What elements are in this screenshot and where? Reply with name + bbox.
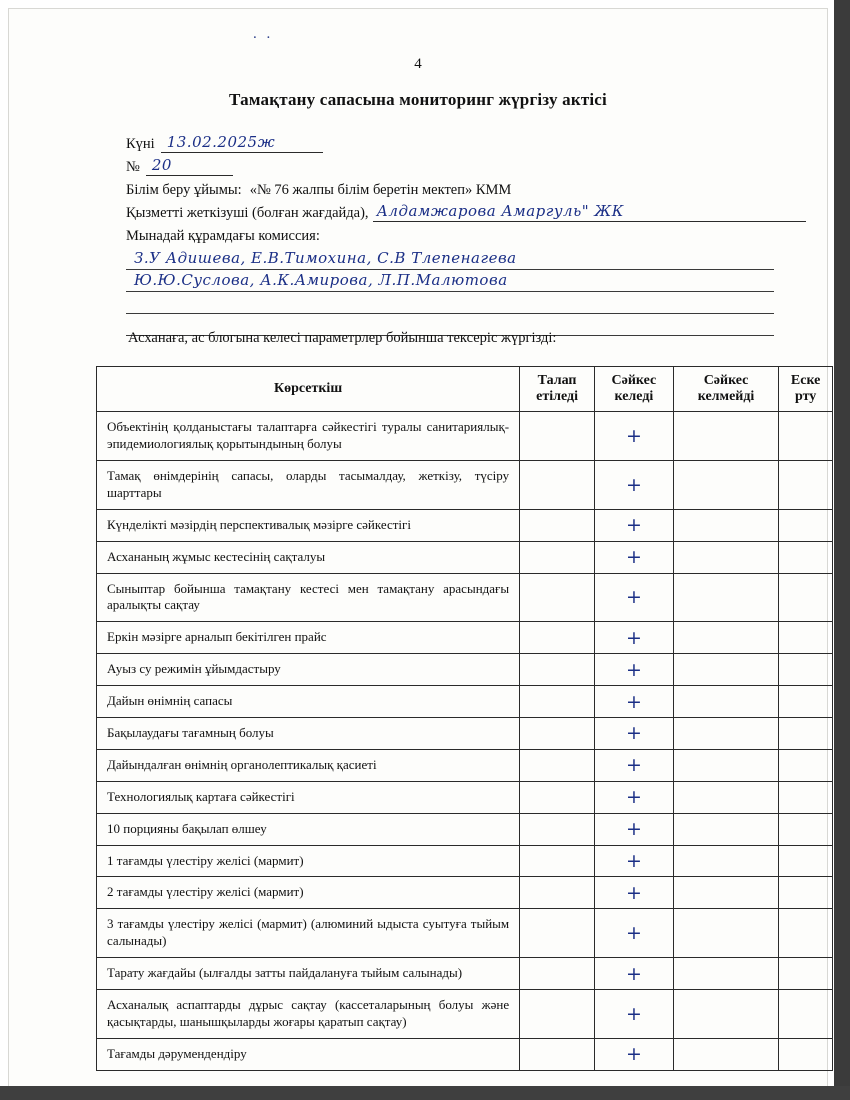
row-conforms: +: [595, 749, 674, 781]
row-indicator: Объектінің қолданыстағы талаптарға сәйкестігі туралы санитариялық-эпидемиологиялық қорытындының болуы: [97, 412, 520, 461]
row-indicator: Ауыз су режимін ұйымдастыру: [97, 654, 520, 686]
table-row: [97, 909, 833, 958]
document-metadata: [126, 133, 806, 336]
table-row: [97, 749, 833, 781]
commission-member-lines: [126, 248, 806, 336]
row-conforms: +: [595, 717, 674, 749]
row-required: [520, 412, 595, 461]
row-indicator: Тағамды дәрумендендіру: [97, 1038, 520, 1070]
row-note: [779, 622, 833, 654]
row-note: [779, 541, 833, 573]
header-indicator: Көрсеткіш: [97, 367, 520, 412]
row-required: [520, 460, 595, 509]
table-row: [97, 509, 833, 541]
row-note: [779, 717, 833, 749]
row-not-conforms: [673, 781, 779, 813]
row-conforms: +: [595, 412, 674, 461]
table-row: [97, 654, 833, 686]
row-conforms: +: [595, 686, 674, 718]
row-conforms: +: [595, 460, 674, 509]
organization-label: Білім беру ұйымы:: [126, 182, 242, 198]
date-label: Күні: [126, 136, 155, 152]
date-value: 13.02.2025ж: [161, 133, 323, 153]
table-row: [97, 460, 833, 509]
table-row: [97, 990, 833, 1039]
row-not-conforms: [673, 654, 779, 686]
header-not-conforms: Сәйкес келмейді: [673, 367, 779, 412]
row-not-conforms: [673, 573, 779, 622]
row-note: [779, 654, 833, 686]
row-indicator: Асханалық аспаптарды дұрыс сақтау (кассеталарының болуы және қасықтарды, шанышқыларды жоғары қаратып сақтау): [97, 990, 520, 1039]
row-required: [520, 541, 595, 573]
row-indicator: Технологиялық картаға сәйкестігі: [97, 781, 520, 813]
paper-sheet: [8, 8, 828, 1088]
inspection-intro-text: Асханаға, ас блогына келесі параметрлер бойынша тексеріс жүргізді:: [128, 330, 557, 346]
table-header-row: [97, 367, 833, 412]
row-not-conforms: [673, 877, 779, 909]
row-required: [520, 813, 595, 845]
meta-row-organization: [126, 179, 806, 199]
table-row: [97, 1038, 833, 1070]
row-required: [520, 509, 595, 541]
table-row: [97, 622, 833, 654]
row-conforms: +: [595, 813, 674, 845]
row-indicator: Бақылаудағы тағамның болуы: [97, 717, 520, 749]
row-required: [520, 686, 595, 718]
row-not-conforms: [673, 990, 779, 1039]
row-indicator: Тарату жағдайы (ылғалды затты пайдалануға тыйым салынады): [97, 958, 520, 990]
row-not-conforms: [673, 717, 779, 749]
row-not-conforms: [673, 412, 779, 461]
row-note: [779, 845, 833, 877]
row-required: [520, 909, 595, 958]
meta-row-number: [126, 156, 806, 176]
table-row: [97, 573, 833, 622]
scan-edge-bottom: [0, 1086, 850, 1100]
commission-line-1: З.У Адишева, Е.В.Тимохина, С.В Тлепенагева: [126, 248, 774, 270]
supplier-value: Алдамжарова Амаргуль" ЖК: [373, 202, 806, 222]
row-required: [520, 622, 595, 654]
number-label: №: [126, 159, 140, 175]
row-required: [520, 781, 595, 813]
row-not-conforms: [673, 749, 779, 781]
table-row: [97, 958, 833, 990]
row-conforms: +: [595, 541, 674, 573]
row-not-conforms: [673, 909, 779, 958]
row-required: [520, 573, 595, 622]
table-row: [97, 412, 833, 461]
row-not-conforms: [673, 958, 779, 990]
row-required: [520, 845, 595, 877]
meta-row-date: [126, 133, 806, 153]
row-not-conforms: [673, 622, 779, 654]
table-row: [97, 717, 833, 749]
row-conforms: +: [595, 909, 674, 958]
table-row: [97, 877, 833, 909]
row-note: [779, 573, 833, 622]
document-title: Тамақтану сапасына мониторинг жүргізу актісі: [229, 90, 607, 109]
page-number: 4: [414, 56, 422, 72]
row-conforms: +: [595, 877, 674, 909]
header-note: Еске рту: [779, 367, 833, 412]
meta-row-commission: [126, 225, 806, 245]
row-required: [520, 654, 595, 686]
row-required: [520, 717, 595, 749]
header-conforms: Сәйкес келеді: [595, 367, 674, 412]
table-body: [97, 412, 833, 1070]
row-not-conforms: [673, 460, 779, 509]
meta-row-supplier: [126, 202, 806, 222]
table-row: [97, 845, 833, 877]
row-indicator: 3 тағамды үлестіру желісі (мармит) (алюминий ыдыста суытуға тыйым салынады): [97, 909, 520, 958]
row-not-conforms: [673, 845, 779, 877]
row-conforms: +: [595, 958, 674, 990]
row-conforms: +: [595, 622, 674, 654]
row-not-conforms: [673, 541, 779, 573]
row-required: [520, 877, 595, 909]
row-note: [779, 412, 833, 461]
row-not-conforms: [673, 1038, 779, 1070]
row-required: [520, 990, 595, 1039]
row-indicator: Сыныптар бойынша тамақтану кестесі мен тамақтану арасындағы аралықты сақтау: [97, 573, 520, 622]
row-conforms: +: [595, 990, 674, 1039]
header-required: Талап етіледі: [520, 367, 595, 412]
row-indicator: Дайын өнімнің сапасы: [97, 686, 520, 718]
row-note: [779, 749, 833, 781]
row-not-conforms: [673, 813, 779, 845]
row-indicator: Тамақ өнімдерінің сапасы, оларды тасымалдау, жеткізу, түсіру шарттары: [97, 460, 520, 509]
row-not-conforms: [673, 686, 779, 718]
row-note: [779, 958, 833, 990]
organization-value: «№ 76 жалпы білім беретін мектеп» КММ: [249, 182, 512, 198]
row-note: [779, 813, 833, 845]
row-required: [520, 1038, 595, 1070]
row-conforms: +: [595, 845, 674, 877]
row-indicator: Асхананың жұмыс кестесінің сақталуы: [97, 541, 520, 573]
scan-edge-right: [834, 0, 850, 1100]
row-indicator: Дайындалған өнімнің органолептикалық қасиеті: [97, 749, 520, 781]
commission-label: Мынадай құрамдағы комиссия:: [126, 228, 320, 244]
row-required: [520, 958, 595, 990]
row-conforms: +: [595, 654, 674, 686]
row-conforms: +: [595, 509, 674, 541]
row-note: [779, 509, 833, 541]
supplier-label: Қызметті жеткізуші (болған жағдайда),: [126, 205, 369, 221]
row-indicator: Күнделікті мәзірдің перспективалық мәзірге сәйкестігі: [97, 509, 520, 541]
inspection-checklist-table: [96, 366, 833, 1071]
row-note: [779, 990, 833, 1039]
row-conforms: +: [595, 573, 674, 622]
row-conforms: +: [595, 781, 674, 813]
row-conforms: +: [595, 1038, 674, 1070]
row-note: [779, 460, 833, 509]
row-indicator: 1 тағамды үлестіру желісі (мармит): [97, 845, 520, 877]
table-row: [97, 781, 833, 813]
row-required: [520, 749, 595, 781]
row-indicator: 10 порцияны бақылап өлшеу: [97, 813, 520, 845]
table-head: [97, 367, 833, 412]
row-note: [779, 909, 833, 958]
table-row: [97, 686, 833, 718]
number-value: 20: [146, 156, 233, 176]
top-scribble-mark: . .: [253, 26, 274, 42]
commission-line-3: [126, 292, 774, 314]
row-note: [779, 686, 833, 718]
row-not-conforms: [673, 509, 779, 541]
commission-line-2: Ю.Ю.Суслова, А.К.Амирова, Л.П.Малютова: [126, 270, 774, 292]
table-row: [97, 813, 833, 845]
row-indicator: 2 тағамды үлестіру желісі (мармит): [97, 877, 520, 909]
table-row: [97, 541, 833, 573]
row-note: [779, 781, 833, 813]
row-note: [779, 1038, 833, 1070]
row-indicator: Еркін мәзірге арналып бекітілген прайс: [97, 622, 520, 654]
row-note: [779, 877, 833, 909]
